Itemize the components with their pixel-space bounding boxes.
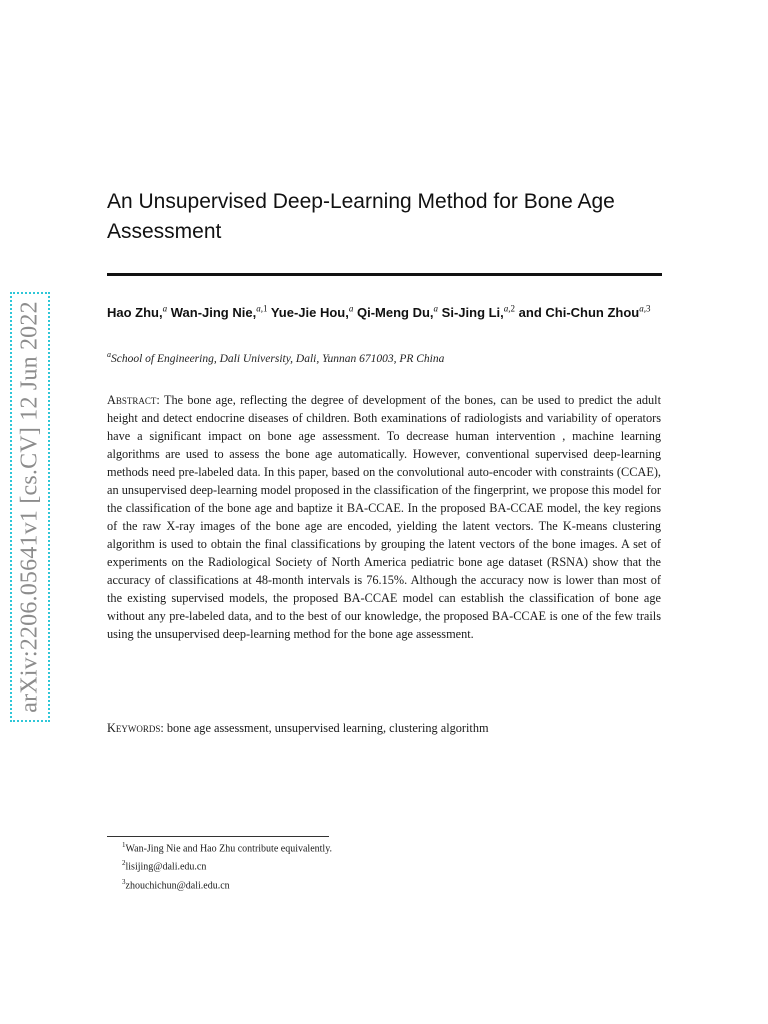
keywords-label: Keywords: <box>107 721 164 735</box>
footnote-2: $^2$lisijing@dali.edu.cn <box>122 859 207 873</box>
author-2: Wan-Jing Nie,$^{a,1}$ <box>170 303 268 320</box>
affiliation-text: School of Engineering, Dali University, Dali, Yunnan 671003, PR China <box>111 352 445 365</box>
title-rule <box>107 273 662 276</box>
affiliation-marker: a <box>107 350 111 359</box>
keywords-text: bone age assessment, unsupervised learning, clustering algorithm <box>166 721 489 735</box>
author-list <box>107 303 663 323</box>
footnote-1: $^1$Wan-Jing Nie and Hao Zhu contribute equivalently. <box>122 841 333 855</box>
author-5: Si-Jing Li,$^{a,2}$ <box>441 303 516 320</box>
abstract-label: Abstract: <box>107 393 160 407</box>
footnote-rule <box>107 836 329 837</box>
arxiv-identifier: arXiv:2206.05641v1 [cs.CV] 12 Jun 2022 <box>16 301 43 713</box>
author-6: and Chi-Chun Zhou$^{a,3}$ <box>518 303 651 320</box>
paper-title: An Unsupervised Deep-Learning Method for Bone Age Assessment <box>107 190 615 243</box>
abstract <box>107 391 661 643</box>
footnote-3: $^3$zhouchichun@dali.edu.cn <box>122 877 230 891</box>
keywords <box>107 719 661 737</box>
author-4: Qi-Meng Du,$^a$ <box>357 303 439 320</box>
author-1: Hao Zhu,$^a$ <box>107 303 168 320</box>
abstract-text: The bone age, reflecting the degree of development of the bones, can be used to predict the adult height and detect endocrine diseases of children. Both examinations of radiologists and variability of operators have a significant impact on bone age assessment. To decrease human intervention , machine learning algorithms are used to assess the bone age automatically. However, conventional supervised deep-learning methods need pre-labeled data. In this paper, based on the convolutional auto-encoder with constraints (CCAE), an unsupervised deep-learning model proposed in the classification of the fingerprint, we propose this model for the classification of the bone age and baptize it BA-CCAE. In the proposed BA-CCAE model, the key regions of the raw X-ray images of the bone age are encoded, yielding the latent vectors. The K-means clustering algorithm is used to obtain the final classifications by grouping the latent vectors of the bone images. A set of experiments on the Radiological Society of North America pediatric bone age dataset (RSNA) show that the accuracy of classifications at 48-month intervals is 76.15%. Although the accuracy now is lower than most of the existing supervised models, the proposed BA-CCAE model can establish the classification of bone age without any pre-labeled data, and to the best of our knowledge, the proposed BA-CCAE is one of the few trails using the unsupervised deep-learning method for the bone age assessment. <box>107 393 661 641</box>
author-3: Yue-Jie Hou,$^a$ <box>270 303 354 320</box>
footnotes <box>122 838 662 893</box>
affiliation <box>107 347 663 367</box>
